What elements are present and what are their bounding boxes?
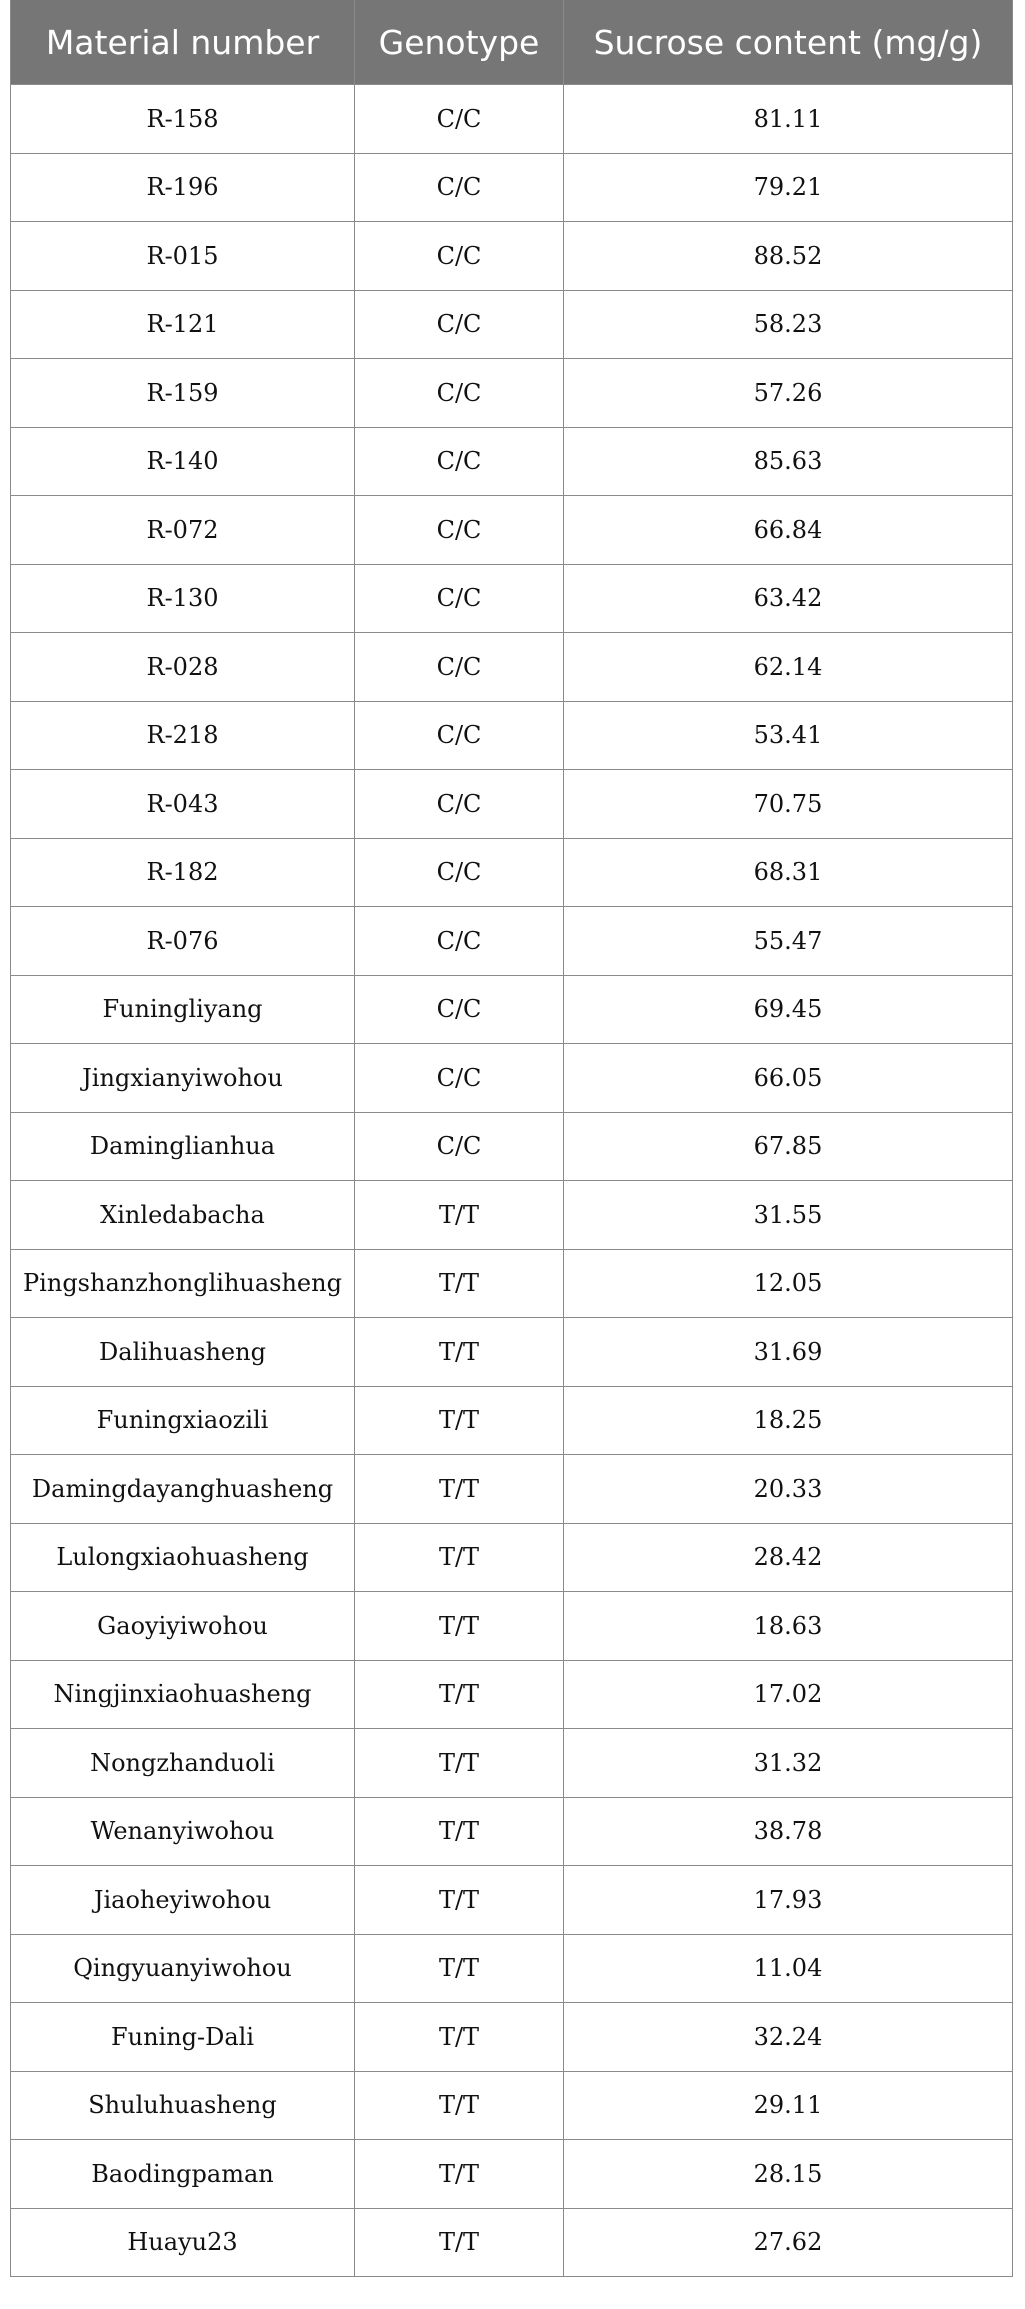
material-number-cell: Funingliyang — [11, 975, 355, 1044]
table-row — [11, 85, 1013, 154]
table-row — [11, 1660, 1013, 1729]
sucrose-content-cell: 17.02 — [564, 1660, 1013, 1729]
genotype-cell: C/C — [355, 838, 564, 907]
material-number-cell: Ningjinxiaohuasheng — [11, 1660, 355, 1729]
material-number-cell: Shuluhuasheng — [11, 2071, 355, 2140]
genotype-cell: C/C — [355, 1112, 564, 1181]
table-row — [11, 1318, 1013, 1387]
sucrose-content-cell: 69.45 — [564, 975, 1013, 1044]
table-body — [11, 85, 1013, 2277]
sucrose-content-cell: 53.41 — [564, 701, 1013, 770]
genotype-cell: T/T — [355, 1455, 564, 1524]
sucrose-content-cell: 81.11 — [564, 85, 1013, 154]
material-number-cell: Jingxianyiwohou — [11, 1044, 355, 1113]
genotype-cell: T/T — [355, 1318, 564, 1387]
material-number-cell: R-140 — [11, 427, 355, 496]
table-header — [11, 0, 1013, 85]
material-number-cell: Dalihuasheng — [11, 1318, 355, 1387]
material-number-cell: Wenanyiwohou — [11, 1797, 355, 1866]
material-number-cell: Damingdayanghuasheng — [11, 1455, 355, 1524]
genotype-cell: T/T — [355, 2003, 564, 2072]
genotype-cell: C/C — [355, 153, 564, 222]
table-row — [11, 701, 1013, 770]
header-material-number: Material number — [11, 0, 355, 85]
sucrose-content-cell: 12.05 — [564, 1249, 1013, 1318]
sucrose-content-cell: 88.52 — [564, 222, 1013, 291]
material-number-cell: R-072 — [11, 496, 355, 565]
material-number-cell: Funingxiaozili — [11, 1386, 355, 1455]
sucrose-content-cell: 62.14 — [564, 633, 1013, 702]
table-row — [11, 1523, 1013, 1592]
sucrose-content-cell: 18.63 — [564, 1592, 1013, 1661]
header-genotype: Genotype — [355, 0, 564, 85]
sucrose-content-cell: 31.69 — [564, 1318, 1013, 1387]
genotype-cell: C/C — [355, 907, 564, 976]
genotype-cell: T/T — [355, 1181, 564, 1250]
genotype-cell: T/T — [355, 1660, 564, 1729]
material-number-cell: Funing-Dali — [11, 2003, 355, 2072]
sucrose-content-cell: 31.55 — [564, 1181, 1013, 1250]
genotype-cell: T/T — [355, 2140, 564, 2209]
genotype-cell: C/C — [355, 701, 564, 770]
table-row — [11, 1592, 1013, 1661]
sucrose-content-cell: 38.78 — [564, 1797, 1013, 1866]
material-number-cell: Huayu23 — [11, 2208, 355, 2277]
material-number-cell: Xinledabacha — [11, 1181, 355, 1250]
material-number-cell: R-196 — [11, 153, 355, 222]
table-row — [11, 290, 1013, 359]
table-row — [11, 975, 1013, 1044]
genotype-cell: T/T — [355, 2071, 564, 2140]
sucrose-content-cell: 32.24 — [564, 2003, 1013, 2072]
material-number-cell: Pingshanzhonglihuasheng — [11, 1249, 355, 1318]
table-row — [11, 1455, 1013, 1524]
table-row — [11, 1866, 1013, 1935]
table-row — [11, 633, 1013, 702]
sucrose-content-cell: 79.21 — [564, 153, 1013, 222]
genotype-cell: C/C — [355, 427, 564, 496]
sucrose-content-cell: 66.05 — [564, 1044, 1013, 1113]
genotype-cell: T/T — [355, 2208, 564, 2277]
material-number-cell: R-159 — [11, 359, 355, 428]
sucrose-content-cell: 55.47 — [564, 907, 1013, 976]
sucrose-content-cell: 28.42 — [564, 1523, 1013, 1592]
table-row — [11, 2140, 1013, 2209]
material-number-cell: Jiaoheyiwohou — [11, 1866, 355, 1935]
material-number-cell: Qingyuanyiwohou — [11, 1934, 355, 2003]
material-number-cell: Baodingpaman — [11, 2140, 355, 2209]
table-row — [11, 427, 1013, 496]
sucrose-content-cell: 31.32 — [564, 1729, 1013, 1798]
genotype-cell: T/T — [355, 1934, 564, 2003]
sucrose-content-cell: 27.62 — [564, 2208, 1013, 2277]
material-number-cell: R-076 — [11, 907, 355, 976]
sucrose-content-cell: 28.15 — [564, 2140, 1013, 2209]
table-row — [11, 2208, 1013, 2277]
table-row — [11, 907, 1013, 976]
table-row — [11, 1181, 1013, 1250]
table-row — [11, 1934, 1013, 2003]
genotype-cell: T/T — [355, 1797, 564, 1866]
material-number-cell: R-130 — [11, 564, 355, 633]
material-number-cell: Gaoyiyiwohou — [11, 1592, 355, 1661]
material-number-cell: R-182 — [11, 838, 355, 907]
table-row — [11, 770, 1013, 839]
material-number-cell: R-015 — [11, 222, 355, 291]
genotype-cell: T/T — [355, 1866, 564, 1935]
genotype-cell: C/C — [355, 222, 564, 291]
material-number-cell: R-121 — [11, 290, 355, 359]
sucrose-content-cell: 20.33 — [564, 1455, 1013, 1524]
genotype-cell: T/T — [355, 1729, 564, 1798]
sucrose-content-cell: 17.93 — [564, 1866, 1013, 1935]
sucrose-content-cell: 63.42 — [564, 564, 1013, 633]
table-row — [11, 2071, 1013, 2140]
sucrose-content-cell: 57.26 — [564, 359, 1013, 428]
material-number-cell: Lulongxiaohuasheng — [11, 1523, 355, 1592]
table-row — [11, 359, 1013, 428]
genotype-cell: C/C — [355, 290, 564, 359]
sucrose-content-cell: 29.11 — [564, 2071, 1013, 2140]
genotype-cell: C/C — [355, 496, 564, 565]
genotype-cell: C/C — [355, 564, 564, 633]
sucrose-content-cell: 70.75 — [564, 770, 1013, 839]
genotype-cell: C/C — [355, 359, 564, 428]
header-sucrose-content: Sucrose content (mg/g) — [564, 0, 1013, 85]
material-number-cell: R-218 — [11, 701, 355, 770]
material-number-cell: R-043 — [11, 770, 355, 839]
sucrose-content-cell: 67.85 — [564, 1112, 1013, 1181]
table-row — [11, 1386, 1013, 1455]
genotype-cell: C/C — [355, 633, 564, 702]
genotype-cell: C/C — [355, 85, 564, 154]
table-row — [11, 2003, 1013, 2072]
table-row — [11, 222, 1013, 291]
genotype-cell: C/C — [355, 975, 564, 1044]
genotype-cell: T/T — [355, 1249, 564, 1318]
table-row — [11, 1249, 1013, 1318]
header-row — [11, 0, 1013, 85]
genotype-cell: T/T — [355, 1523, 564, 1592]
sucrose-content-cell: 18.25 — [564, 1386, 1013, 1455]
genotype-cell: C/C — [355, 1044, 564, 1113]
sucrose-table — [10, 0, 1013, 2277]
sucrose-content-cell: 11.04 — [564, 1934, 1013, 2003]
table-row — [11, 838, 1013, 907]
table-row — [11, 1044, 1013, 1113]
table-row — [11, 496, 1013, 565]
table-container — [10, 0, 1012, 2277]
table-row — [11, 1112, 1013, 1181]
material-number-cell: R-028 — [11, 633, 355, 702]
genotype-cell: T/T — [355, 1386, 564, 1455]
sucrose-content-cell: 66.84 — [564, 496, 1013, 565]
sucrose-content-cell: 58.23 — [564, 290, 1013, 359]
sucrose-content-cell: 85.63 — [564, 427, 1013, 496]
genotype-cell: T/T — [355, 1592, 564, 1661]
table-row — [11, 153, 1013, 222]
table-row — [11, 1797, 1013, 1866]
genotype-cell: C/C — [355, 770, 564, 839]
material-number-cell: Daminglianhua — [11, 1112, 355, 1181]
material-number-cell: Nongzhanduoli — [11, 1729, 355, 1798]
table-row — [11, 564, 1013, 633]
material-number-cell: R-158 — [11, 85, 355, 154]
sucrose-content-cell: 68.31 — [564, 838, 1013, 907]
table-row — [11, 1729, 1013, 1798]
